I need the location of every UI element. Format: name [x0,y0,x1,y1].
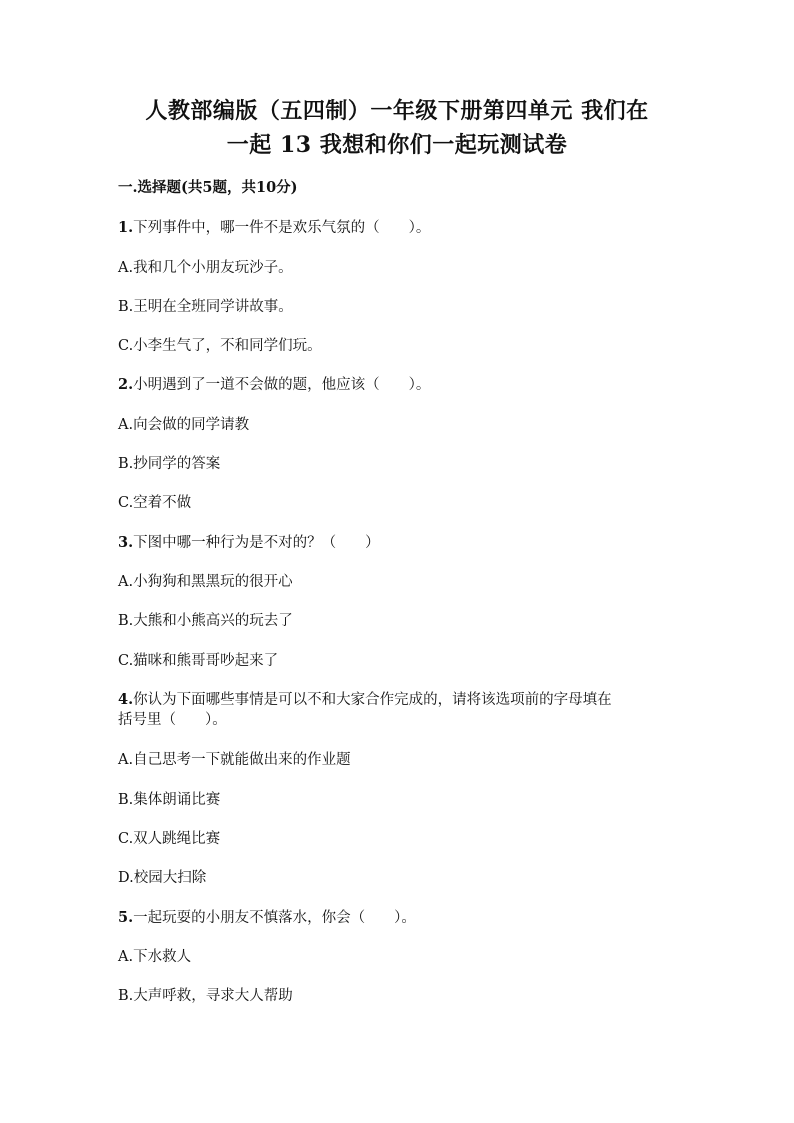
question-4-option-b: B.集体朗诵比赛 [118,792,221,808]
question-3-stem [118,533,380,553]
question-1-option-b: B.王明在全班同学讲故事。 [118,299,293,315]
question-2-option-c: C.空着不做 [118,495,192,511]
question-2-option-b: B.抄同学的答案 [118,456,221,472]
question-3-option-c: C.猫咪和熊哥哥吵起来了 [118,653,279,669]
question-5-option-a: A.下水救人 [118,949,192,965]
question-2-option-a: A.向会做的同学请教 [118,417,250,433]
question-text: 小明遇到了一道不会做的题，他应该（ ）。 [133,377,431,393]
question-number: 2. [118,376,134,393]
question-4-stem-line-1 [118,690,612,710]
question-number: 4. [118,691,134,708]
question-2-stem [118,375,430,395]
question-3-option-b: B.大熊和小熊高兴的玩去了 [118,613,293,629]
question-1-option-c: C.小李生气了，不和同学们玩。 [118,338,322,354]
question-5-stem [118,908,416,928]
document-title-line-2: 一起 13 我想和你们一起玩测试卷 [226,132,568,158]
question-text: 一起玩耍的小朋友不慎落水，你会（ ）。 [133,910,416,926]
section-heading: 一.选择题(共5题，共10分) [118,179,298,196]
question-text: 你认为下面哪些事情是可以不和大家合作完成的，请将该选项前的字母填在 [133,692,612,708]
question-3-option-a: A.小狗狗和黑黑玩的很开心 [118,574,293,590]
question-text: 下图中哪一种行为是不对的？（ ） [133,535,380,551]
question-4-option-c: C.双人跳绳比赛 [118,831,221,847]
document-title-line-1: 人教部编版（五四制）一年级下册第四单元 我们在 [145,98,649,124]
question-number: 5. [118,909,134,926]
question-number: 1. [118,219,134,236]
question-4-option-a: A.自己思考一下就能做出来的作业题 [118,752,351,768]
question-4-option-d: D.校园大扫除 [118,870,207,886]
question-text: 下列事件中，哪一件不是欢乐气氛的（ ）。 [133,220,431,236]
question-1-stem [118,218,430,238]
question-1-option-a: A.我和几个小朋友玩沙子。 [118,260,293,276]
question-number: 3. [118,534,134,551]
question-4-stem-line-2: 括号里（ ）。 [118,712,227,728]
question-5-option-b: B.大声呼救，寻求大人帮助 [118,988,293,1004]
